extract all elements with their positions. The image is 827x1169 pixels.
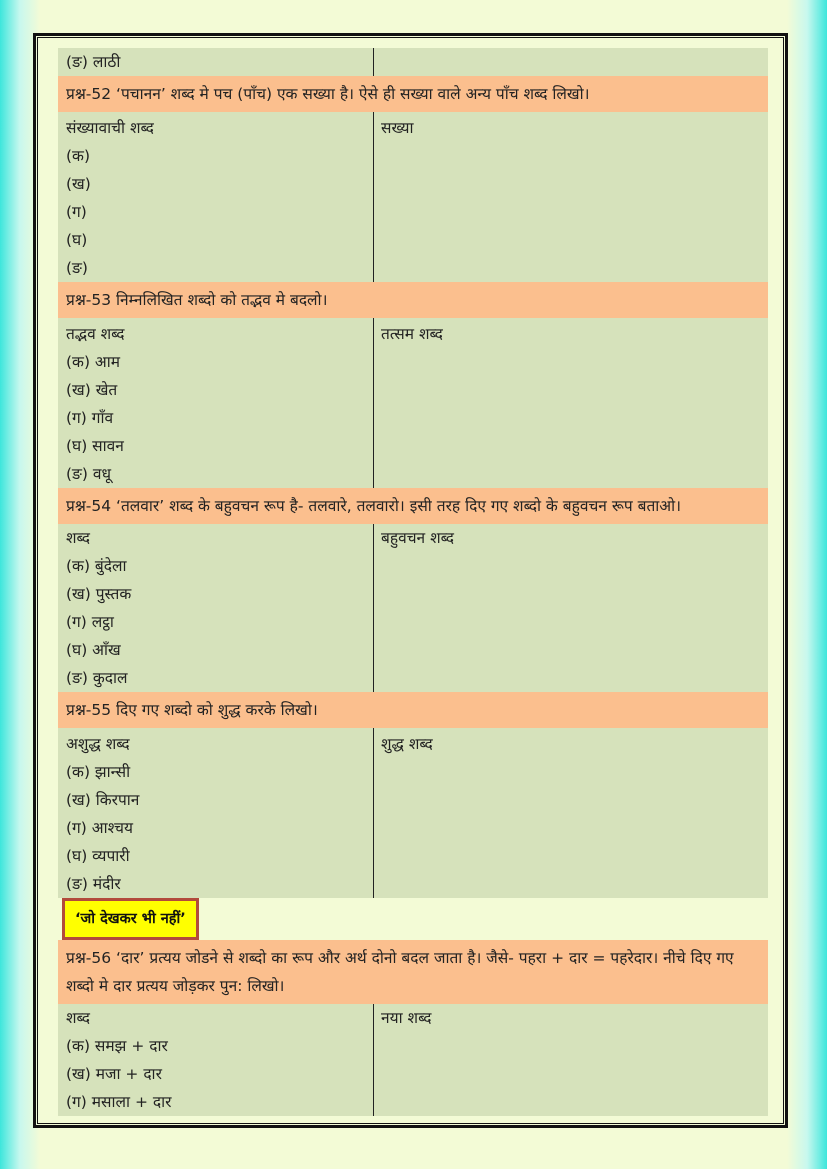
table-row bbox=[58, 1088, 768, 1116]
cell-word: (ग) bbox=[66, 203, 87, 221]
table-header bbox=[58, 114, 768, 142]
table-row bbox=[58, 404, 768, 432]
worksheet bbox=[58, 48, 768, 1116]
table-row bbox=[58, 226, 768, 254]
table-row bbox=[58, 552, 768, 580]
table-row bbox=[58, 786, 768, 814]
question-53: प्रश्न-53 निम्नलिखित शब्दो को तद्भव मे बदलो। bbox=[58, 282, 768, 318]
table-row bbox=[58, 1032, 768, 1060]
table-row bbox=[58, 842, 768, 870]
table-row bbox=[58, 608, 768, 636]
table-row bbox=[58, 142, 768, 170]
table-header bbox=[58, 730, 768, 758]
cell-word: (ग) गाँव bbox=[66, 409, 114, 427]
cell-word: (ख) खेत bbox=[66, 381, 118, 399]
header-right: बहुवचन शब्द bbox=[381, 529, 455, 547]
cell-word: (क) बुंदेला bbox=[66, 557, 127, 575]
table-q54 bbox=[58, 524, 768, 692]
table-row bbox=[58, 758, 768, 786]
table-row bbox=[58, 814, 768, 842]
header-left: शब्द bbox=[66, 529, 90, 547]
table-row bbox=[58, 170, 768, 198]
header-right: सख्या bbox=[381, 119, 414, 137]
table-row bbox=[58, 376, 768, 404]
table-row bbox=[58, 198, 768, 226]
question-52: प्रश्न-52 ‘पचानन’ शब्द मे पच (पाँच) एक सख्या है। ऐसे ही सख्या वाले अन्य पाँच शब्द लिखो। bbox=[58, 76, 768, 112]
section-heading: ‘जो देखकर भी नहीं’ bbox=[62, 898, 199, 940]
table-row bbox=[58, 460, 768, 488]
header-right: तत्सम शब्द bbox=[381, 325, 443, 343]
header-left: शब्द bbox=[66, 1009, 90, 1027]
cell-word: (ङ) लाठी bbox=[66, 53, 121, 71]
question-56: प्रश्न-56 ‘दार’ प्रत्यय जोडने से शब्दो का रूप और अर्थ दोनो बदल जाता है। जैसे- पहरा + दार = पहरेदार। नीचे दिए गए शब्दो मे दार प्रत्यय जोड़कर पुन: लिखो। bbox=[58, 940, 768, 1004]
header-left: संख्यावाची शब्द bbox=[66, 119, 154, 137]
cell-word: (घ) व्यपारी bbox=[66, 847, 130, 865]
table-q53 bbox=[58, 318, 768, 488]
table-row bbox=[58, 432, 768, 460]
table-row bbox=[58, 48, 768, 76]
header-left: अशुद्ध शब्द bbox=[66, 735, 130, 753]
cell-word: (ग) आश्चय bbox=[66, 819, 134, 837]
table-row bbox=[58, 580, 768, 608]
cell-word: (घ) आँख bbox=[66, 641, 121, 659]
cell-word: (ङ) वधू bbox=[66, 465, 112, 483]
table-row bbox=[58, 870, 768, 898]
table-row bbox=[58, 348, 768, 376]
section-heading-wrap bbox=[58, 898, 768, 940]
cell-word: (ङ) bbox=[66, 259, 88, 277]
table-row bbox=[58, 1060, 768, 1088]
table-row bbox=[58, 664, 768, 692]
table-row bbox=[58, 636, 768, 664]
cell-word: (क) समझ + दार bbox=[66, 1037, 168, 1055]
table-q52 bbox=[58, 112, 768, 282]
question-54: प्रश्न-54 ‘तलवार’ शब्द के बहुवचन रूप है- तलवारे, तलवारो। इसी तरह दिए गए शब्दो के बहुवचन रूप बताओ। bbox=[58, 488, 768, 524]
cell-word: (ख) bbox=[66, 175, 91, 193]
cell-word: (ख) मजा + दार bbox=[66, 1065, 162, 1083]
header-right: नया शब्द bbox=[381, 1009, 432, 1027]
table-header bbox=[58, 524, 768, 552]
table-header bbox=[58, 1004, 768, 1032]
cell-word: (ङ) कुदाल bbox=[66, 669, 128, 687]
table-q55 bbox=[58, 728, 768, 898]
table-q56 bbox=[58, 1004, 768, 1116]
cell-word: (क) आम bbox=[66, 353, 121, 371]
header-left: तद्भव शब्द bbox=[66, 325, 125, 343]
cell-word: (क) झान्सी bbox=[66, 763, 131, 781]
cell-word: (ख) पुस्तक bbox=[66, 585, 132, 603]
table-header bbox=[58, 320, 768, 348]
cell-word: (घ) bbox=[66, 231, 88, 249]
cell-word: (ख) किरपान bbox=[66, 791, 140, 809]
cell-word: (क) bbox=[66, 147, 90, 165]
header-right: शुद्ध शब्द bbox=[381, 735, 433, 753]
cell-word: (ग) लट्ठा bbox=[66, 613, 114, 631]
question-55: प्रश्न-55 दिए गए शब्दो को शुद्ध करके लिखो। bbox=[58, 692, 768, 728]
table-q51-tail bbox=[58, 48, 768, 76]
table-row bbox=[58, 254, 768, 282]
cell-word: (घ) सावन bbox=[66, 437, 124, 455]
cell-word: (ग) मसाला + दार bbox=[66, 1093, 172, 1111]
cell-word: (ङ) मंदीर bbox=[66, 875, 121, 893]
